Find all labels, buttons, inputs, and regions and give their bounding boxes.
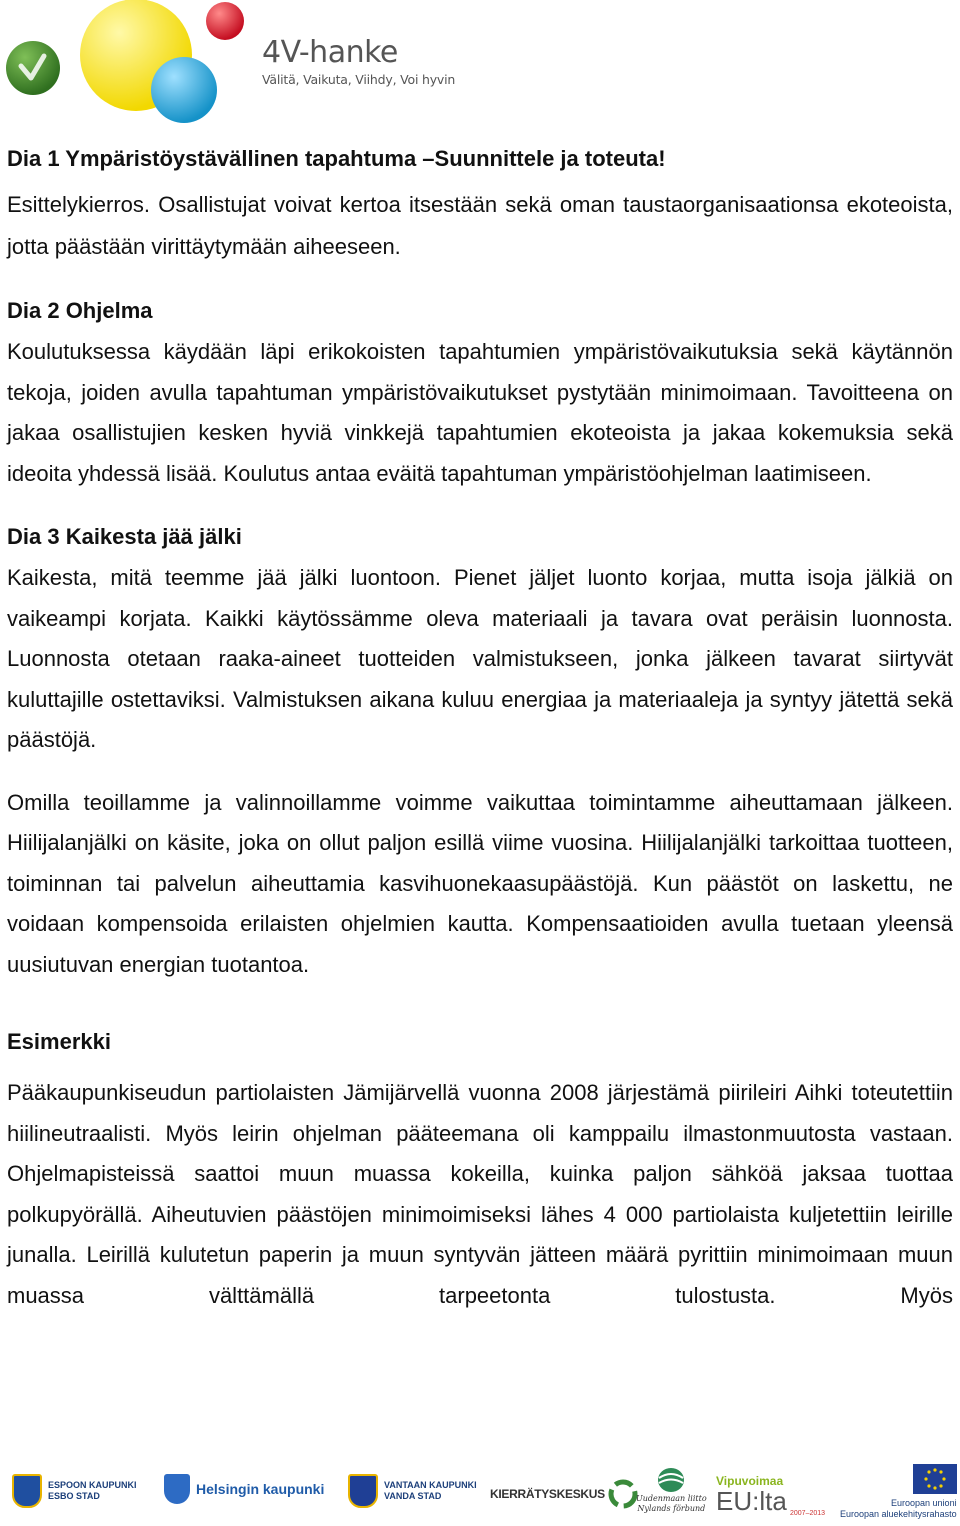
- section-paragraph: Pääkaupunkiseudun partiolaisten Jämijärvellä vuonna 2008 järjestämä piirileiri Aihki toteutettiin hiilineutraalisti. Myös leirin ohjelman pääteemana oli kamppailu ilmastonmuutosta vastaan. Ohjelmapisteissä saattoi muun muassa kokeilla, kuinka paljon sähköä jaksaa tuottaa polkupyörällä. Aiheutuvien päästöjen minimoimiseksi lähes 4 000 partiolaista kuljetettiin leirille junalla. Leirillä kulutetun paperin ja muun syntyvän jätteen määrä pyrittiin minimoimaan muun muassa välttämällä tarpeetonta tulostusta. Myös: [7, 1080, 953, 1308]
- helsinki-shield-icon: [164, 1474, 190, 1504]
- section-paragraph: Koulutuksessa käydään läpi erikokoisten tapahtumien ympäristövaikutuksia sekä käytännön tekoja, joiden avulla tapahtuman ympäristövaikutukset pystytään minimoimaan. Tavoitteena on jakaa osallistujien kesken hyviä vinkkejä tapahtumien ekoteoista ja jakaa kokemuksia sekä ideoita yhdessä lisää. Koulutus antaa eväitä tapahtuman ympäristöohjelman laatimiseen.: [7, 339, 953, 486]
- section-paragraph: Esittelykierros. Osallistujat voivat kertoa itsestään sekä oman taustaorganisaationsa ekoteoista, jotta päästään virittäytymään aiheeseen.: [7, 192, 953, 259]
- kierratyskeskus-name: KIERRÄTYSKESKUS: [490, 1487, 605, 1501]
- espoo-line2: ESBO STAD: [48, 1491, 100, 1501]
- section-heading: Dia 1 Ympäristöystävällinen tapahtuma –Suunnittele ja toteuta!: [7, 146, 666, 171]
- section-heading: Dia 3 Kaikesta jää jälki: [7, 524, 242, 549]
- brand-wordmark: [262, 35, 456, 87]
- section-dia-2: [7, 294, 953, 494]
- section-heading: Esimerkki: [7, 1029, 111, 1054]
- espoo-shield-icon: [12, 1474, 42, 1508]
- liitto-line2: Nylands förbund: [637, 1504, 706, 1513]
- section-dia-1: [7, 142, 953, 268]
- helsinki-name: Helsingin kaupunki: [196, 1480, 325, 1497]
- red-ball-icon: [206, 2, 244, 40]
- eu-line1: Euroopan unioni: [891, 1498, 957, 1508]
- vantaa-line2: VANDA STAD: [384, 1491, 442, 1501]
- blue-ball-icon: [151, 57, 217, 123]
- vipuvoimaa-logo: [716, 1474, 825, 1517]
- partner-logos: [0, 1462, 960, 1526]
- vipuvoimaa-years: 2007–2013: [790, 1510, 826, 1517]
- section-dia-3: [7, 520, 953, 985]
- section-paragraph: Kaikesta, mitä teemme jää jälki luontoon. Pienet jäljet luonto korjaa, mutta isoja jälkiä on vaikeampi korjata. Kaikki käytössämme oleva materiaali ja tavara ovat peräisin luonnosta. Luonnosta otetaan raaka-aineet tuotteiden valmistukseen, jonka jälkeen tavarat siirtyvät kuluttajille ostettaviksi. Valmistuksen aikana kuluu energiaa ja materiaaleja ja syntyy jätettä sekä päästöjä.: [7, 565, 953, 752]
- vipuvoimaa-main: EU:lta: [716, 1486, 787, 1516]
- section-esimerkki: [7, 1025, 953, 1316]
- espoo-line1: ESPOON KAUPUNKI: [48, 1480, 137, 1490]
- document-body: [7, 142, 953, 1316]
- recycle-arrows-icon: [607, 1478, 639, 1510]
- vantaa-logo: [348, 1474, 477, 1508]
- vantaa-shield-icon: [348, 1474, 378, 1508]
- green-ball-icon: [6, 41, 60, 95]
- eu-flag-icon: [913, 1464, 957, 1494]
- section-paragraph: Omilla teoillamme ja valinnoillamme voimme vaikuttaa toimintamme aiheuttamaan jälkeen. Hiilijalanjälki on käsite, joka on ollut paljon esillä viime vuosina. Hiilijalanjälki tarkoittaa tuotteen, toiminnan tai palvelun aiheuttamia kasvihuonekaasupäästöjä. Kun päästöt on laskettu, ne voidaan kompensoida erilaisten ohjelmien kautta. Kompensaatioiden avulla tuetaan yleensä uusiutuvan energian tuotantoa.: [7, 789, 953, 977]
- uudenmaan-liitto-logo: [636, 1466, 707, 1514]
- globe-icon: [656, 1466, 686, 1494]
- eu-line2: Euroopan aluekehitysrahasto: [840, 1509, 957, 1519]
- vipuvoimaa-top: Vipuvoimaa: [716, 1474, 784, 1488]
- espoo-logo: [12, 1474, 137, 1508]
- kierratyskeskus-logo: [490, 1478, 639, 1510]
- eu-logo: [840, 1464, 957, 1520]
- brand-name: 4V-hanke: [262, 35, 398, 70]
- vantaa-line1: VANTAAN KAUPUNKI: [384, 1480, 477, 1490]
- helsinki-logo: [164, 1474, 324, 1504]
- brand-tagline: Välitä, Vaikuta, Viihdy, Voi hyvin: [262, 72, 456, 87]
- liitto-line1: Uudenmaan liitto: [636, 1494, 707, 1503]
- section-heading: Dia 2 Ohjelma: [7, 298, 153, 323]
